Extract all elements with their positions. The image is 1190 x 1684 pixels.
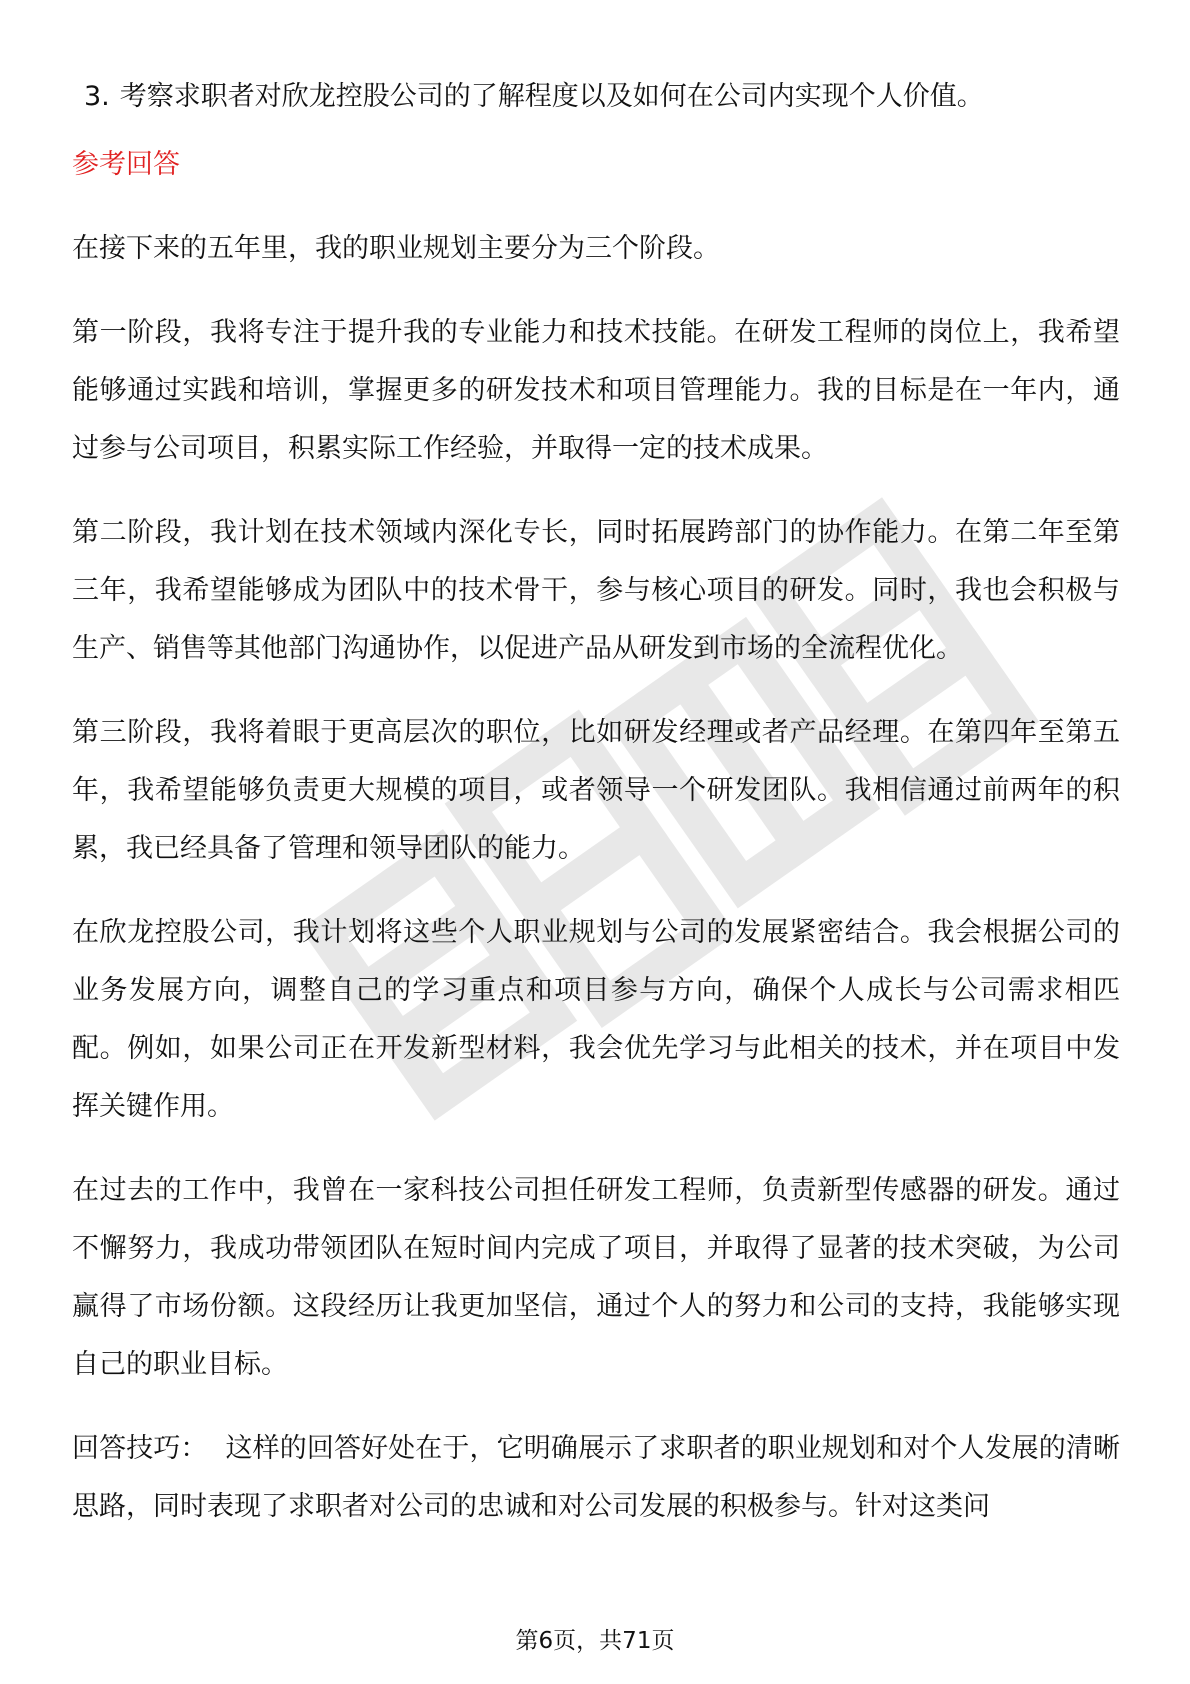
document-body [72,68,1120,1562]
paragraph-intro: 在接下来的五年里，我的职业规划主要分为三个阶段。 [72,233,720,264]
section-heading: 参考回答 [72,149,180,180]
list-item-number: 3. [84,81,110,112]
answer-tips-label: 回答技巧： [72,1433,208,1464]
answer-tips-text: 这样的回答好处在于，它明确展示了求职者的职业规划和对个人发展的清晰思路，同时表现了求职者对公司的忠诚和对公司发展的积极参与。针对这类问 [72,1433,1121,1522]
paragraph-stage-two: 第二阶段，我计划在技术领域内深化专长，同时拓展跨部门的协作能力。在第二年至第三年，我希望能够成为团队中的技术骨干，参与核心项目的研发。同时，我也会积极与生产、销售等其他部门沟通协作，以促进产品从研发到市场的全流程优化。 [72,517,1120,664]
paragraph-company-plan: 在欣龙控股公司，我计划将这些个人职业规划与公司的发展紧密结合。我会根据公司的业务发展方向，调整自己的学习重点和项目参与方向，确保个人成长与公司需求相匹配。例如，如果公司正在开发新型材料，我会优先学习与此相关的技术，并在项目中发挥关键作用。 [72,917,1120,1122]
paragraph-stage-three: 第三阶段，我将着眼于更高层次的职位，比如研发经理或者产品经理。在第四年至第五年，我希望能够负责更大规模的项目，或者领导一个研发团队。我相信通过前两年的积累，我已经具备了管理和领导团队的能力。 [72,717,1120,864]
list-item-text: 考察求职者对欣龙控股公司的了解程度以及如何在公司内实现个人价值。 [119,81,984,112]
page-number-footer: 第6页，共71页 [515,1628,675,1654]
paragraph-stage-one: 第一阶段，我将专注于提升我的专业能力和技术技能。在研发工程师的岗位上，我希望能够通过实践和培训，掌握更多的研发技术和项目管理能力。我的目标是在一年内，通过参与公司项目，积累实际工作经验，并取得一定的技术成果。 [72,317,1120,464]
answer-tips [72,1420,1120,1536]
numbered-list-item [72,68,1120,126]
paragraph-past-experience: 在过去的工作中，我曾在一家科技公司担任研发工程师，负责新型传感器的研发。通过不懈努力，我成功带领团队在短时间内完成了项目，并取得了显著的技术突破，为公司赢得了市场份额。这段经历让我更加坚信，通过个人的努力和公司的支持，我能够实现自己的职业目标。 [72,1175,1120,1380]
